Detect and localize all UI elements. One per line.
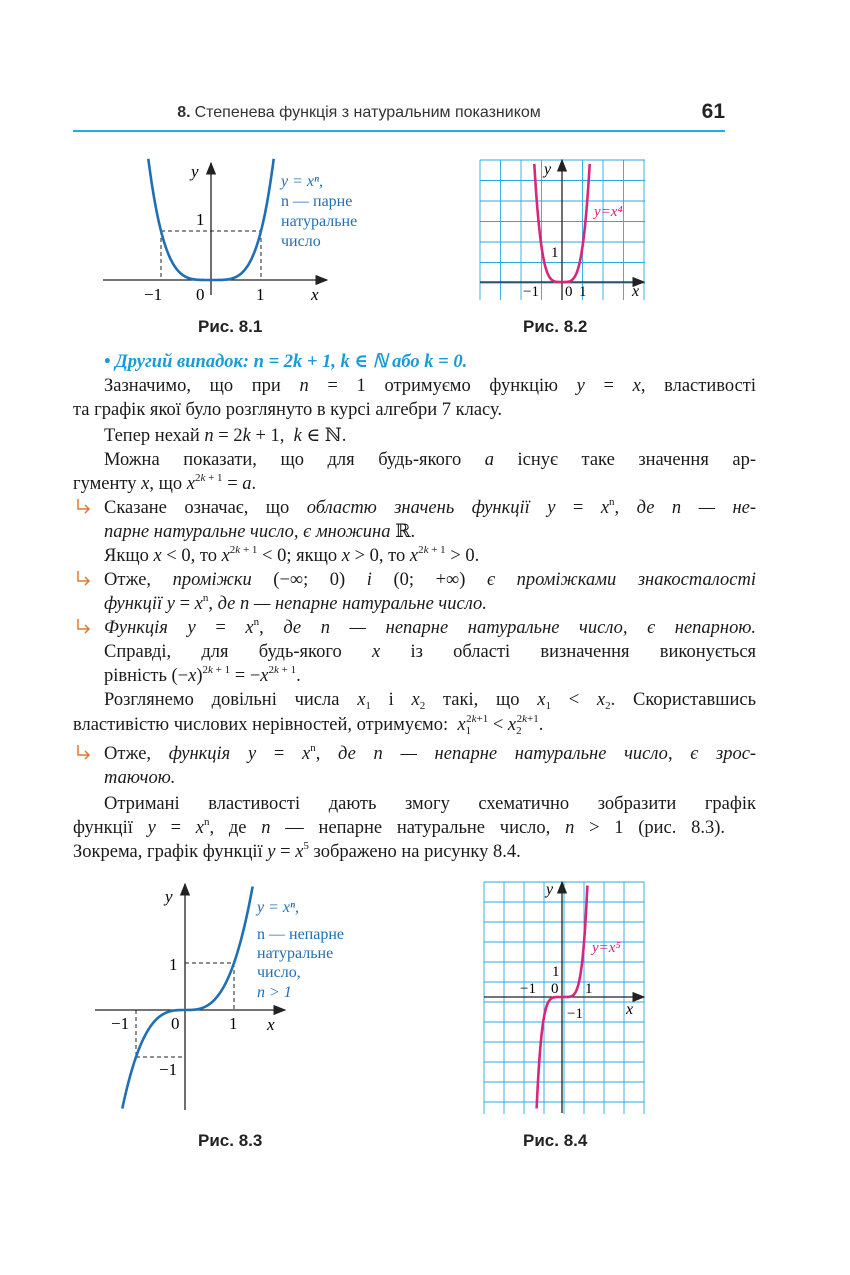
legend-line-3: натуральне <box>281 213 358 230</box>
figure-8-2 <box>478 158 648 303</box>
para-6-line-1: Отже, проміжки (−∞; 0) і (0; +∞) є проміжками знакосталості <box>104 570 756 590</box>
para-10-line-2: таючою. <box>104 768 176 788</box>
legend-line-3: натуральне <box>257 945 334 962</box>
tick-x-neg1: −1 <box>520 981 536 997</box>
para-11-line-1: Отримані властивості дають змогу схематично зобразити графік <box>104 794 756 814</box>
y-axis-label: y <box>165 887 173 906</box>
caption-8-1: Рис. 8.1 <box>198 317 263 336</box>
para-2: Тепер нехай n = 2k + 1, k ∈ ℕ. <box>104 426 347 446</box>
para-6-line-2: функції $y = x^n$, де n — непарне натуральне число. <box>104 592 487 614</box>
x-axis-label: x <box>626 1001 634 1018</box>
legend: y=x⁵ <box>592 940 621 956</box>
figure-8-4 <box>482 880 647 1115</box>
legend-line-5: n > 1 <box>257 984 292 1001</box>
tick-y-1: 1 <box>196 210 205 229</box>
caption-8-4: Рис. 8.4 <box>523 1131 588 1150</box>
tick-origin: 0 <box>196 285 205 304</box>
legend-line-4: число, <box>257 964 301 981</box>
curve-odd <box>122 886 252 1108</box>
x-axis-label: x <box>267 1015 275 1034</box>
caption-8-2: Рис. 8.2 <box>523 317 588 336</box>
para-1-line-1: Зазначимо, що при n = 1 отримуємо функцію y = x, властивості <box>104 376 757 396</box>
para-10-line-1: Отже, функція $y = x^n$, де n — непарне натуральне число, є зрос- <box>104 742 757 764</box>
para-1-line-2: та графік якої було розглянуто в курсі алгебри 7 класу. <box>73 400 503 420</box>
figure-8-3 <box>95 880 385 1115</box>
para-8-line-1: Справді, для будь-якого x із області визначення виконується <box>104 642 757 662</box>
para-3-line-2: гументу x, що $x^{2k + 1} = a$. <box>73 472 257 494</box>
para-4-line-1: Сказане означає, що областю значень функції $y = x^n$, де n — не- <box>104 496 757 518</box>
tick-y-1: 1 <box>169 955 178 974</box>
x-axis-label: x <box>632 283 640 300</box>
tick-x-neg1: −1 <box>111 1014 130 1033</box>
para-9-line-2: властивістю числових нерівностей, отримуємо: $x_1^{2k+1} < x_2^{2k+1}$. <box>73 713 544 737</box>
para-3-line-1: Можна показати, що для будь-якого a існує таке значення ар- <box>104 450 757 470</box>
chapter-title-text: Степенева функція з натуральним показником <box>194 104 541 121</box>
page-header <box>73 98 725 132</box>
tick-origin: 0 <box>171 1014 180 1033</box>
figure-8-1 <box>95 155 395 315</box>
tick-x-neg1: −1 <box>144 285 163 304</box>
legend-line-1: y = xⁿ, <box>257 899 300 916</box>
tick-y-neg1: −1 <box>567 1006 583 1022</box>
x-axis-label: x <box>311 285 319 304</box>
y-axis-label: y <box>544 161 552 178</box>
legend-line-2: n — парне <box>281 193 353 210</box>
para-4-line-2: парне натуральне число, є множина ℝ. <box>104 522 416 542</box>
y-axis-label: y <box>191 162 199 181</box>
para-11-line-2: функції $y = x^n$, де n — непарне натуральне число, n > 1 (рис. 8.3). <box>73 816 726 838</box>
tick-origin: 0 <box>551 981 559 997</box>
page-number: 61 <box>701 100 725 123</box>
tick-x-neg1: −1 <box>523 284 539 300</box>
para-8-line-2: рівність $(-x)^{2k + 1} = -x^{2k + 1}$. <box>104 664 301 686</box>
legend-line-2: n — непарне <box>257 926 344 943</box>
para-9-line-1: Розглянемо довільні числа $x_1$ і $x_2$ такі, що $x_1 < x_2$. Скориставшись <box>104 690 757 712</box>
y-axis-label: y <box>546 881 554 898</box>
chapter-title <box>73 104 645 122</box>
tick-origin: 0 <box>565 284 573 300</box>
tick-x-1: 1 <box>229 1014 238 1033</box>
chapter-number: 8. <box>177 104 191 121</box>
legend: y=x⁴ <box>594 204 623 220</box>
case-heading: • Другий випадок: n = 2k + 1, k ∈ ℕ або k = 0. <box>104 352 468 372</box>
tick-y-1: 1 <box>552 964 560 980</box>
para-12: Зокрема, графік функції $y = x^5$ зображено на рисунку 8.4. <box>73 840 521 862</box>
para-5: Якщо x < 0, то $x^{2k + 1} < 0$; якщо x > 0, то $x^{2k + 1} > 0$. <box>104 544 480 566</box>
legend-line-4: число <box>281 233 321 250</box>
tick-y-1: 1 <box>551 245 559 261</box>
tick-x-1: 1 <box>585 981 593 997</box>
tick-x-1: 1 <box>256 285 265 304</box>
tick-y-neg1: −1 <box>159 1060 178 1079</box>
legend-line-1: y = xⁿ, <box>281 173 324 190</box>
tick-x-1: 1 <box>579 284 587 300</box>
caption-8-3: Рис. 8.3 <box>198 1131 263 1150</box>
para-7: Функція $y = x^n$, де n — непарне натуральне число, є непарною. <box>104 616 757 638</box>
